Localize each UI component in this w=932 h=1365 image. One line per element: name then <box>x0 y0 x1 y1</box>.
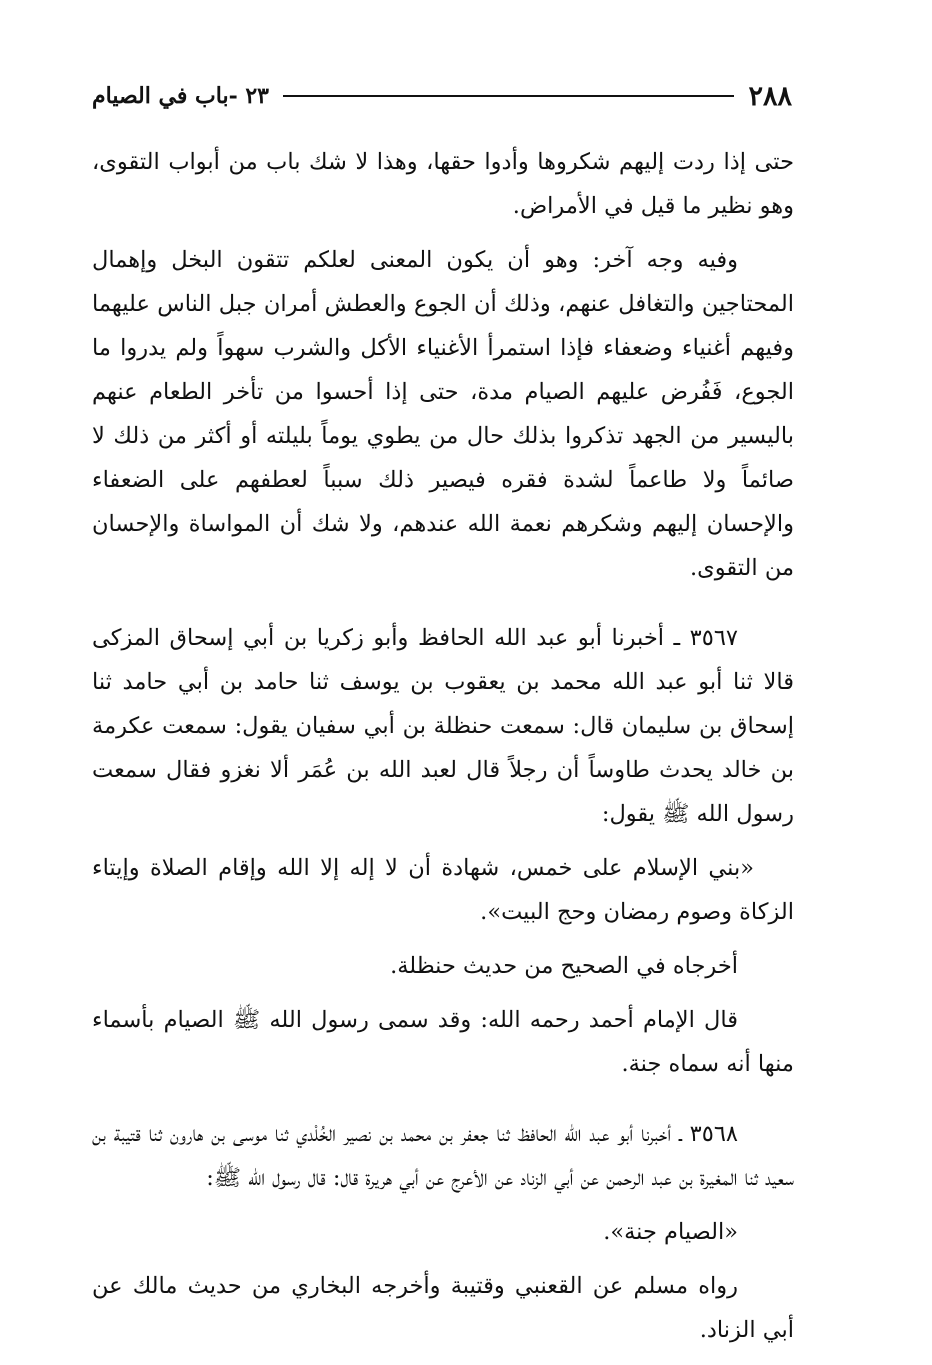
paragraph-continuation: حتى إذا ردت إليهم شكروها وأدوا حقها، وهذا لا شك باب من أبواب التقوى، وهو نظير ما قيل في الأمراض. <box>92 149 794 219</box>
header-rule <box>283 95 734 97</box>
hadith-3568-matn: «الصيام جنة». <box>603 1219 738 1245</box>
chapter-title: ٢٣ -باب في الصيام <box>92 83 269 109</box>
hadith-3567-takhrij: أخرجاه في الصحيح من حديث حنظلة. <box>390 953 738 979</box>
page-body <box>92 140 794 1362</box>
page-header <box>92 76 792 116</box>
hadith-3567-isnad: ٣٥٦٧ ـ أخبرنا أبو عبد الله الحافظ وأبو زكريا بن أبي إسحاق المزكى قالا ثنا أبو عبد الله محمد بن يعقوب بن يوسف ثنا حامد بن أبي حامد ثنا إسحاق بن سليمان قال: سمعت حنظلة بن أبي سفيان يقول: سمعت عكرمة بن خالد يحدث طاوساً أن رجلاً قال لعبد الله بن عُمَر ألا نغزو فقال سمعت رسول الله ﷺ يقول: <box>92 625 794 827</box>
page-number: ٢٨٨ <box>748 80 792 112</box>
hadith-3567-matn: «بني الإسلام على خمس، شهادة أن لا إله إلا الله وإقام الصلاة وإيتاء الزكاة وصوم رمضان وحج البيت». <box>92 855 794 925</box>
hadith-3568-isnad: ٣٥٦٨ ـ أخبرنا أبو عبد الله الحافظ ثنا جعفر بن محمد بن نصير الخُلْدي ثنا موسى بن هارون ثنا قتيبة بن سعيد ثنا المغيرة بن عبد الرحمن عن أبي الزناد عن الأعرج عن أبي هريرة قال: قال رسول الله ﷺ: <box>92 1121 794 1191</box>
hadith-3568-takhrij: رواه مسلم عن القعنبي وقتيبة وأخرجه البخاري من حديث مالك عن أبي الزناد. <box>92 1273 794 1343</box>
paragraph-commentary: وفيه وجه آخر: وهو أن يكون المعنى لعلكم تتقون البخل وإهمال المحتاجين والتغافل عنهم، وذلك أن الجوع والعطش أمران جبل الناس عليهما وفيهم أغنياء وضعفاء فإذا استمرأ الأغنياء الأكل والشرب سهواً ولم يدروا ما الجوع، فَفُرض عليهم الصيام مدة، حتى إذا أحسوا من تأخر الطعام عنهم باليسير من الجهد تذكروا بذلك حال من يطوي يوماً بليلته أو أكثر من ذلك لا صائماً ولا طاعماً لشدة فقره فيصير ذلك سبباً لعطفهم على الضعفاء والإحسان إليهم وشكرهم نعمة الله عندهم، ولا شك أن المواساة والإحسان من التقوى. <box>92 247 794 581</box>
imam-comment: قال الإمام أحمد رحمه الله: وقد سمى رسول الله ﷺ الصيام بأسماء منها أنه سماه جنة. <box>92 1007 794 1077</box>
